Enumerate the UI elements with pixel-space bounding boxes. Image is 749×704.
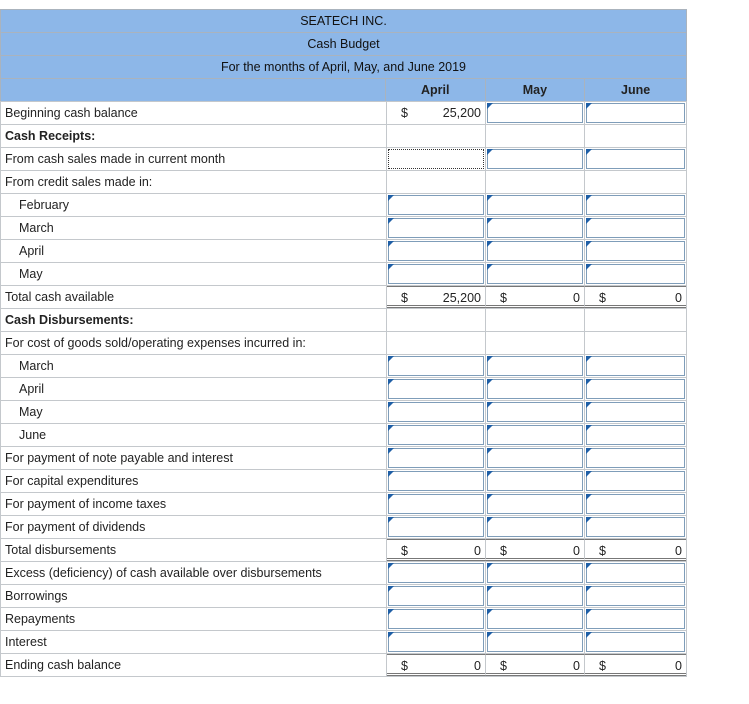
table-row bbox=[0, 538, 687, 561]
row-label: May bbox=[1, 263, 387, 285]
cell-june bbox=[585, 654, 686, 676]
table-row bbox=[0, 423, 687, 446]
row-label: From cash sales made in current month bbox=[1, 148, 387, 170]
row-label: Cash Receipts: bbox=[1, 125, 387, 147]
amount-value: 25,200 bbox=[442, 106, 481, 120]
company-name: SEATECH INC. bbox=[0, 9, 687, 32]
table-row bbox=[0, 607, 687, 630]
cell-april bbox=[387, 309, 486, 331]
row-label: For payment of dividends bbox=[1, 516, 387, 538]
cell-may[interactable] bbox=[486, 447, 585, 469]
cell-june[interactable] bbox=[585, 585, 686, 607]
cell-june[interactable] bbox=[585, 378, 686, 400]
input-marker-icon bbox=[586, 494, 592, 500]
amount-input[interactable] bbox=[487, 471, 583, 491]
cell-may[interactable] bbox=[486, 378, 585, 400]
table-row bbox=[0, 400, 687, 423]
input-marker-icon bbox=[487, 379, 493, 385]
currency-symbol: $ bbox=[500, 544, 507, 558]
cell-may[interactable] bbox=[486, 585, 585, 607]
amount-input[interactable] bbox=[388, 356, 484, 376]
cell-may[interactable] bbox=[486, 424, 585, 446]
column-header-row bbox=[0, 78, 687, 101]
input-marker-icon bbox=[586, 586, 592, 592]
row-label: February bbox=[1, 194, 387, 216]
input-marker-icon bbox=[487, 494, 493, 500]
amount-value: 0 bbox=[474, 659, 481, 673]
cell-may[interactable] bbox=[486, 401, 585, 423]
statement-title: Cash Budget bbox=[0, 32, 687, 55]
input-marker-icon bbox=[388, 356, 394, 362]
row-label: March bbox=[1, 355, 387, 377]
amount-input[interactable] bbox=[388, 402, 484, 422]
input-marker-icon bbox=[586, 425, 592, 431]
input-marker-icon bbox=[586, 264, 592, 270]
amount-input[interactable] bbox=[388, 471, 484, 491]
table-row bbox=[0, 308, 687, 331]
table-row bbox=[0, 653, 687, 677]
row-label: Total disbursements bbox=[1, 539, 387, 561]
amount-input[interactable] bbox=[586, 586, 685, 606]
row-label: Beginning cash balance bbox=[1, 102, 387, 124]
amount-input[interactable] bbox=[388, 241, 484, 261]
cash-budget-sheet bbox=[0, 9, 687, 677]
cell-april[interactable] bbox=[387, 608, 486, 630]
table-row bbox=[0, 561, 687, 584]
currency-symbol: $ bbox=[401, 659, 408, 673]
cell-april[interactable] bbox=[387, 240, 486, 262]
input-marker-icon bbox=[388, 448, 394, 454]
cell-may bbox=[486, 309, 585, 331]
cell-may[interactable] bbox=[486, 631, 585, 653]
amount-input[interactable] bbox=[388, 448, 484, 468]
input-marker-icon bbox=[388, 218, 394, 224]
cell-may[interactable] bbox=[486, 263, 585, 285]
row-label: March bbox=[1, 217, 387, 239]
input-marker-icon bbox=[487, 218, 493, 224]
row-label: May bbox=[1, 401, 387, 423]
input-marker-icon bbox=[388, 379, 394, 385]
table-row bbox=[0, 193, 687, 216]
column-header-april: April bbox=[386, 79, 486, 101]
amount-input[interactable] bbox=[586, 103, 685, 123]
amount-input[interactable] bbox=[586, 494, 685, 514]
amount-input[interactable] bbox=[586, 563, 685, 583]
input-marker-icon bbox=[586, 218, 592, 224]
cell-april bbox=[387, 332, 486, 354]
table-row bbox=[0, 584, 687, 607]
cell-june[interactable] bbox=[585, 148, 686, 170]
cell-may bbox=[486, 171, 585, 193]
amount-input[interactable] bbox=[388, 632, 484, 652]
input-marker-icon bbox=[487, 264, 493, 270]
input-marker-icon bbox=[586, 448, 592, 454]
amount-input[interactable] bbox=[487, 103, 583, 123]
currency-symbol: $ bbox=[599, 291, 606, 305]
amount-input[interactable] bbox=[487, 356, 583, 376]
amount-input[interactable] bbox=[388, 586, 484, 606]
input-marker-icon bbox=[586, 471, 592, 477]
cell-april[interactable] bbox=[387, 194, 486, 216]
amount-input[interactable] bbox=[586, 448, 685, 468]
input-marker-icon bbox=[487, 517, 493, 523]
amount-input[interactable] bbox=[586, 632, 685, 652]
budget-rows bbox=[0, 101, 687, 677]
input-marker-icon bbox=[388, 241, 394, 247]
amount-value: 0 bbox=[573, 291, 580, 305]
amount-input[interactable] bbox=[487, 425, 583, 445]
amount-input[interactable] bbox=[586, 149, 685, 169]
cell-june[interactable] bbox=[585, 217, 686, 239]
table-row bbox=[0, 446, 687, 469]
amount-input[interactable] bbox=[487, 517, 583, 537]
input-marker-icon bbox=[487, 448, 493, 454]
amount-input[interactable] bbox=[586, 241, 685, 261]
cell-may[interactable] bbox=[486, 562, 585, 584]
row-label: April bbox=[1, 240, 387, 262]
cell-june[interactable] bbox=[585, 424, 686, 446]
cell-june[interactable] bbox=[585, 355, 686, 377]
input-marker-icon bbox=[487, 586, 493, 592]
currency-symbol: $ bbox=[401, 291, 408, 305]
amount-input[interactable] bbox=[586, 471, 685, 491]
amount-input[interactable] bbox=[586, 609, 685, 629]
input-marker-icon bbox=[487, 195, 493, 201]
cell-may[interactable] bbox=[486, 102, 585, 124]
cell-april[interactable] bbox=[387, 401, 486, 423]
cell-april bbox=[387, 654, 486, 676]
cell-may[interactable] bbox=[486, 148, 585, 170]
input-marker-icon bbox=[487, 356, 493, 362]
table-row bbox=[0, 147, 687, 170]
row-label: Borrowings bbox=[1, 585, 387, 607]
cell-may[interactable] bbox=[486, 470, 585, 492]
cell-june[interactable] bbox=[585, 608, 686, 630]
cell-june[interactable] bbox=[585, 631, 686, 653]
row-label: Total cash available bbox=[1, 286, 387, 308]
input-marker-icon bbox=[586, 103, 592, 109]
amount-input[interactable] bbox=[487, 448, 583, 468]
input-marker-icon bbox=[487, 563, 493, 569]
amount-input[interactable] bbox=[388, 609, 484, 629]
label-column-header bbox=[1, 79, 386, 101]
input-marker-icon bbox=[388, 425, 394, 431]
input-marker-icon bbox=[487, 241, 493, 247]
amount-input[interactable] bbox=[487, 379, 583, 399]
row-label: For cost of goods sold/operating expenses incurred in: bbox=[1, 332, 387, 354]
input-marker-icon bbox=[487, 609, 493, 615]
cell-june bbox=[585, 309, 686, 331]
amount-input[interactable] bbox=[487, 218, 583, 238]
amount-input[interactable] bbox=[487, 195, 583, 215]
cell-june[interactable] bbox=[585, 240, 686, 262]
amount-value: 0 bbox=[675, 291, 682, 305]
amount-input[interactable] bbox=[586, 425, 685, 445]
table-row bbox=[0, 216, 687, 239]
amount-value: 0 bbox=[474, 544, 481, 558]
amount-input[interactable] bbox=[388, 149, 484, 169]
cell-may[interactable] bbox=[486, 516, 585, 538]
input-marker-icon bbox=[586, 241, 592, 247]
amount-value: 0 bbox=[573, 544, 580, 558]
input-marker-icon bbox=[586, 195, 592, 201]
cell-april[interactable] bbox=[387, 217, 486, 239]
row-label: Excess (deficiency) of cash available over disbursements bbox=[1, 562, 387, 584]
amount-input[interactable] bbox=[586, 517, 685, 537]
cell-june[interactable] bbox=[585, 401, 686, 423]
input-marker-icon bbox=[487, 103, 493, 109]
cell-april[interactable] bbox=[387, 355, 486, 377]
input-marker-icon bbox=[487, 402, 493, 408]
amount-input[interactable] bbox=[487, 632, 583, 652]
row-label: For payment of income taxes bbox=[1, 493, 387, 515]
cell-april[interactable] bbox=[387, 516, 486, 538]
amount-input[interactable] bbox=[586, 264, 685, 284]
amount-input[interactable] bbox=[388, 264, 484, 284]
table-row bbox=[0, 285, 687, 308]
row-label: Interest bbox=[1, 631, 387, 653]
cell-april[interactable] bbox=[387, 424, 486, 446]
row-label: April bbox=[1, 378, 387, 400]
amount-input[interactable] bbox=[487, 609, 583, 629]
row-label: From credit sales made in: bbox=[1, 171, 387, 193]
amount-input[interactable] bbox=[388, 195, 484, 215]
cell-april[interactable] bbox=[387, 585, 486, 607]
amount-value: 0 bbox=[675, 544, 682, 558]
table-row bbox=[0, 469, 687, 492]
cell-april bbox=[387, 171, 486, 193]
currency-symbol: $ bbox=[500, 659, 507, 673]
input-marker-icon bbox=[487, 149, 493, 155]
input-marker-icon bbox=[388, 402, 394, 408]
row-label: For capital expenditures bbox=[1, 470, 387, 492]
currency-symbol: $ bbox=[500, 291, 507, 305]
cell-june[interactable] bbox=[585, 516, 686, 538]
cell-april[interactable] bbox=[387, 493, 486, 515]
input-marker-icon bbox=[388, 609, 394, 615]
cell-may[interactable] bbox=[486, 194, 585, 216]
cell-may bbox=[486, 286, 585, 308]
cell-may bbox=[486, 539, 585, 561]
table-row bbox=[0, 239, 687, 262]
cell-april bbox=[387, 286, 486, 308]
cell-may[interactable] bbox=[486, 217, 585, 239]
table-row bbox=[0, 170, 687, 193]
cell-june[interactable] bbox=[585, 102, 686, 124]
cell-june bbox=[585, 286, 686, 308]
input-marker-icon bbox=[388, 586, 394, 592]
input-marker-icon bbox=[388, 494, 394, 500]
cell-may[interactable] bbox=[486, 240, 585, 262]
input-marker-icon bbox=[487, 425, 493, 431]
cell-april bbox=[387, 125, 486, 147]
amount-input[interactable] bbox=[586, 402, 685, 422]
row-label: June bbox=[1, 424, 387, 446]
cell-april[interactable] bbox=[387, 148, 486, 170]
input-marker-icon bbox=[487, 471, 493, 477]
cell-june[interactable] bbox=[585, 447, 686, 469]
input-marker-icon bbox=[388, 632, 394, 638]
table-row bbox=[0, 377, 687, 400]
amount-input[interactable] bbox=[487, 586, 583, 606]
amount-input[interactable] bbox=[586, 356, 685, 376]
cell-june[interactable] bbox=[585, 470, 686, 492]
amount-input[interactable] bbox=[586, 195, 685, 215]
cell-june[interactable] bbox=[585, 562, 686, 584]
input-marker-icon bbox=[586, 379, 592, 385]
amount-input[interactable] bbox=[487, 149, 583, 169]
cell-june bbox=[585, 332, 686, 354]
cell-may[interactable] bbox=[486, 608, 585, 630]
cell-april bbox=[387, 539, 486, 561]
input-marker-icon bbox=[388, 195, 394, 201]
cell-june bbox=[585, 539, 686, 561]
cell-june[interactable] bbox=[585, 263, 686, 285]
cell-june[interactable] bbox=[585, 194, 686, 216]
amount-input[interactable] bbox=[388, 494, 484, 514]
amount-input[interactable] bbox=[388, 517, 484, 537]
table-row bbox=[0, 124, 687, 147]
amount-value: 0 bbox=[675, 659, 682, 673]
row-label: For payment of note payable and interest bbox=[1, 447, 387, 469]
amount-input[interactable] bbox=[487, 241, 583, 261]
amount-input[interactable] bbox=[388, 563, 484, 583]
cell-april[interactable] bbox=[387, 447, 486, 469]
cell-may[interactable] bbox=[486, 355, 585, 377]
input-marker-icon bbox=[388, 563, 394, 569]
table-row bbox=[0, 101, 687, 124]
cell-april bbox=[387, 102, 486, 124]
input-marker-icon bbox=[388, 471, 394, 477]
input-marker-icon bbox=[388, 517, 394, 523]
input-marker-icon bbox=[586, 609, 592, 615]
cell-april[interactable] bbox=[387, 263, 486, 285]
row-label: Cash Disbursements: bbox=[1, 309, 387, 331]
cell-june bbox=[585, 171, 686, 193]
amount-value: 0 bbox=[573, 659, 580, 673]
input-marker-icon bbox=[586, 402, 592, 408]
amount-input[interactable] bbox=[487, 494, 583, 514]
amount-value: 25,200 bbox=[442, 291, 481, 305]
row-label: Repayments bbox=[1, 608, 387, 630]
currency-symbol: $ bbox=[599, 659, 606, 673]
table-row bbox=[0, 492, 687, 515]
table-row bbox=[0, 354, 687, 377]
currency-symbol: $ bbox=[401, 544, 408, 558]
cell-april[interactable] bbox=[387, 562, 486, 584]
input-marker-icon bbox=[586, 563, 592, 569]
column-header-june: June bbox=[621, 83, 651, 97]
statement-period: For the months of April, May, and June 2019 bbox=[0, 55, 687, 78]
table-row bbox=[0, 630, 687, 653]
cell-april[interactable] bbox=[387, 378, 486, 400]
cell-may bbox=[486, 125, 585, 147]
amount-input[interactable] bbox=[487, 402, 583, 422]
amount-input[interactable] bbox=[388, 218, 484, 238]
currency-symbol: $ bbox=[599, 544, 606, 558]
input-marker-icon bbox=[487, 632, 493, 638]
table-row bbox=[0, 331, 687, 354]
table-row bbox=[0, 262, 687, 285]
cell-april[interactable] bbox=[387, 470, 486, 492]
input-marker-icon bbox=[586, 149, 592, 155]
cell-may bbox=[486, 654, 585, 676]
cell-june bbox=[585, 125, 686, 147]
amount-input[interactable] bbox=[487, 264, 583, 284]
currency-symbol: $ bbox=[401, 106, 408, 120]
cell-may[interactable] bbox=[486, 493, 585, 515]
input-marker-icon bbox=[586, 356, 592, 362]
column-header-may: May bbox=[486, 79, 586, 101]
amount-input[interactable] bbox=[388, 425, 484, 445]
amount-input[interactable] bbox=[388, 379, 484, 399]
input-marker-icon bbox=[388, 264, 394, 270]
amount-input[interactable] bbox=[487, 563, 583, 583]
input-marker-icon bbox=[586, 632, 592, 638]
row-label: Ending cash balance bbox=[1, 654, 387, 676]
cell-april[interactable] bbox=[387, 631, 486, 653]
cell-june[interactable] bbox=[585, 493, 686, 515]
input-marker-icon bbox=[586, 517, 592, 523]
cell-may bbox=[486, 332, 585, 354]
table-row bbox=[0, 515, 687, 538]
amount-input[interactable] bbox=[586, 379, 685, 399]
amount-input[interactable] bbox=[586, 218, 685, 238]
